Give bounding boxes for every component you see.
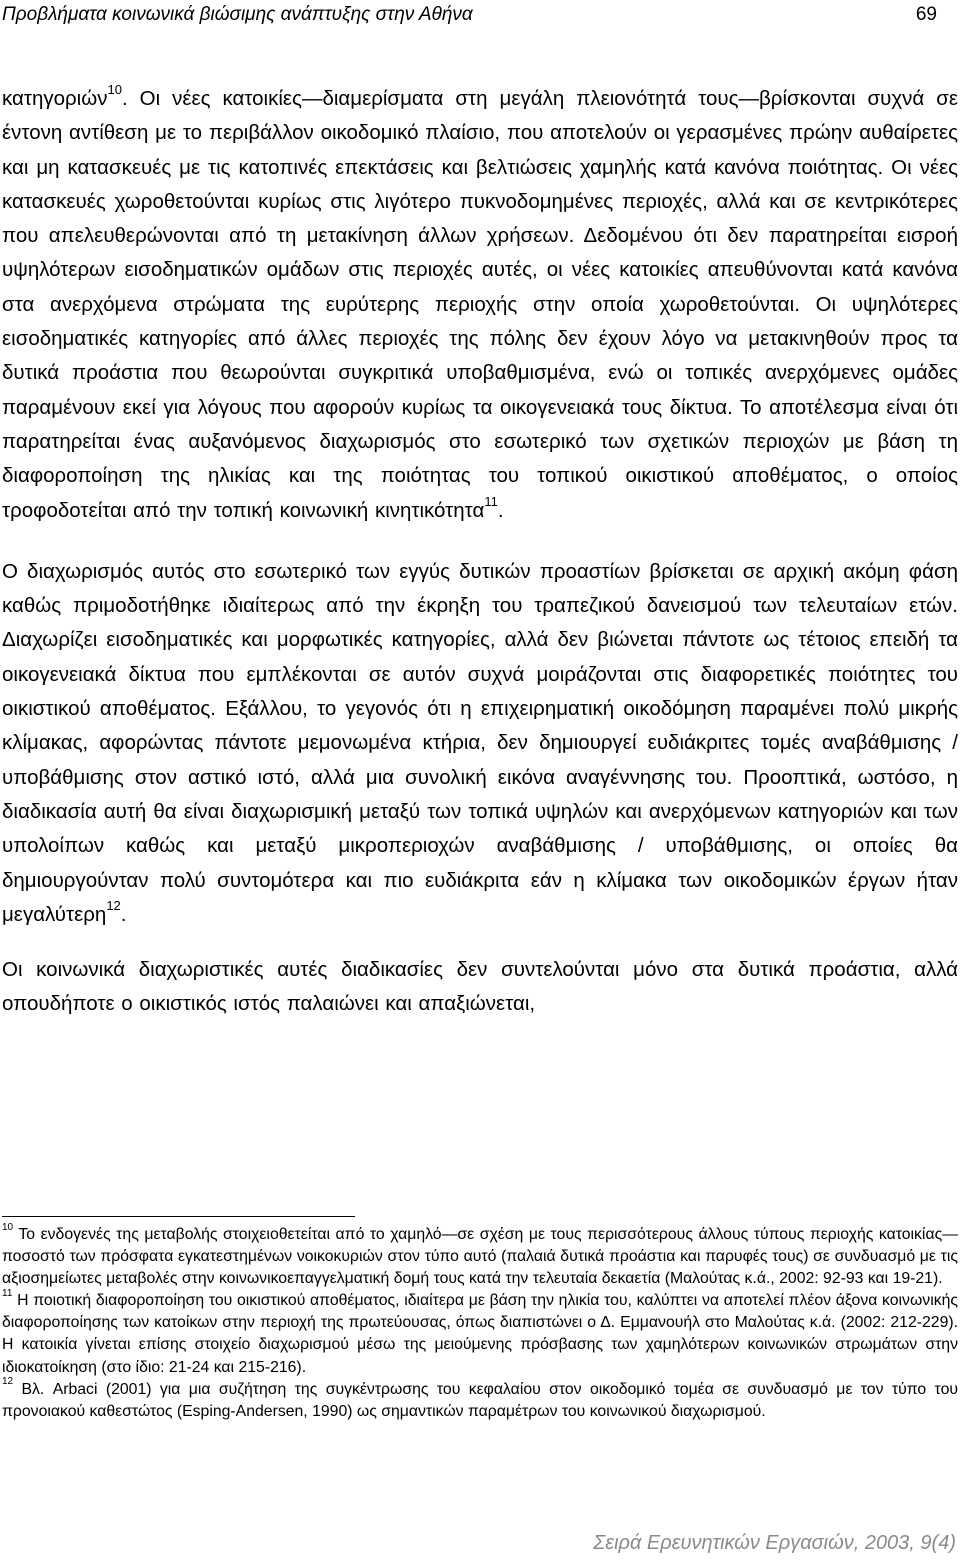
footnote-ref-11: 11 <box>484 493 498 509</box>
series-footer: Σειρά Ερευνητικών Εργασιών, 2003, 9(4) <box>593 1532 956 1554</box>
paragraph-1-start: κατηγοριών <box>2 87 108 110</box>
footnote-ref-12: 12 <box>106 898 121 913</box>
page-number: 69 <box>915 4 937 25</box>
footnote-text: Το ενδογενές της μεταβολής στοιχειοθετείται από το χαμηλό—σε σχέση με τους περισσότερους άλλους τύπους περιοχής κατοικίας—ποσοστό των πρόσφατα εγκατεστημένων νοικοκυριών στον τύπο αυτό (παλαιά δυτικά προάστια και παρυφές τους) σε συνδυασμό με τις αξιοσημείωτες μεταβολές στην κοινωνικοεπαγγελματική δομή τους κατά την τελευταία δεκαετία (Μαλούτας κ.ά., 2002: 92-93 και 19-21). <box>2 1226 958 1288</box>
paragraph-1 <box>2 82 958 528</box>
paragraph-2 <box>2 555 958 932</box>
paragraph-2-end: . <box>120 902 127 926</box>
paragraph-3: Οι κοινωνικά διαχωριστικές αυτές διαδικασίες δεν συντελούνται μόνο στα δυτικά προάστια, αλλά οπουδήποτε ο οικιστικός ιστός παλαιώνει και απαξιώνεται, <box>2 958 958 1016</box>
paragraph-2-text: Ο διαχωρισμός αυτός στο εσωτερικό των εγγύς δυτικών προαστίων βρίσκεται σε αρχική ακόμη φάση καθώς πριμοδοτήθηκε ιδιαίτερως από την έκρηξη του τραπεζικού δανεισμού των τελευταίων ετών. Διαχωρίζει εισοδηματικές και μορφωτικές κατηγορίες, αλλά δεν βιώνεται πάντοτε ως τέτοιος επειδή τα οικογενειακά δίκτυα που εμπλέκονται σε αυτόν συχνά μοιράζονται στις διαφορετικές ποιότητες του οικιστικού αποθέματος. Εξάλλου, το γεγονός ότι η επιχειρηματική οικοδόμηση παραμένει πολύ μικρής κλίμακας, αφορώντας πάντοτε μεμονωμένα κτήρια, δεν δημιουργεί ευδιάκριτες τομές αναβάθμισης / υποβάθμισης στον αστικό ιστό, αλλά μια συνολική εικόνα αναγέννησης του. Προοπτικά, ωστόσο, η διαδικασία αυτή θα είναι διαχωρισμική μεταξύ των τοπικά υψηλών και ανερχόμενων κατηγοριών και των υπολοίπων καθώς και μεταξύ μικροπεριοχών αναβάθμισης / υποβάθμισης, οι οποίες θα δημιουργούνταν πολύ συντομότερα και πιο ευδιάκριτα εάν η κλίμακα των οικοδομικών έργων ήταν μεγαλύτερη <box>2 559 958 926</box>
footnote-11 <box>2 1290 958 1378</box>
footnote-number: 10 <box>2 1221 14 1233</box>
footnote-text: Η ποιοτική διαφοροποίηση του οικιστικού αποθέματος, ιδιαίτερα με βάση την ηλικία του, καλύπτει να αποτελεί πλέον άξονα κοινωνικής διαφοροποίησης των κατοίκων στην περιοχή της πρωτεύουσας, όπως διαπιστώνει ο Δ. Εμμανουήλ στο Μαλούτας κ.ά. (2002: 212-229). Η κατοικία γίνεται επίσης στοιχείο διαχωρισμού μέσω της μειούμενης πρόσβασης των χαμηλότερων κοινωνικών στρωμάτων στην ιδιοκατοίκηση (στο ίδιο: 21-24 και 215-216). <box>2 1292 958 1376</box>
footnote-ref-10: 10 <box>107 82 122 98</box>
running-header <box>2 4 937 30</box>
main-text <box>2 82 958 1022</box>
footnote-divider <box>2 1216 355 1217</box>
paragraph-1-end: . <box>497 498 504 522</box>
footnote-number: 11 <box>2 1288 13 1300</box>
footnote-text: Βλ. Arbaci (2001) για μια συζήτηση της συγκέντρωσης του κεφαλαίου στον οικοδομικό τομέα σε συνδυασμό με τον τύπο του προνοιακού καθεστώτος (Esping-Andersen, 1990) ως σημαντικών παραμέτρων του κοινωνικού διαχωρισμού. <box>2 1380 958 1420</box>
footnotes <box>2 1221 958 1423</box>
footnote-number: 12 <box>2 1376 14 1388</box>
paragraph-1-text: . Οι νέες κατοικίες—διαμερίσματα στη μεγάλη πλειονότητά τους—βρίσκονται συχνά σε έντονη αντίθεση με το περιβάλλον οικοδομικό πλαίσιο, που αποτελούν οι γερασμένες πρώην αυθαίρετες και μη κατασκευές με τις κατοπινές επεκτάσεις και βελτιώσεις χαμηλής κατά κανόνα ποιότητας. Οι νέες κατασκευές χωροθετούνται κυρίως στις λιγότερο πυκνοδομημένες περιοχές, αλλά και σε κεντρικότερες που απελευθερώνονται από τη μετακίνηση άλλων χρήσεων. Δεδομένου ότι δεν παρατηρείται εισροή υψηλότερων εισοδηματικών ομάδων στις περιοχές αυτές, οι νέες κατοικίες απευθύνονται κατά κανόνα στα ανερχόμενα στρώματα της ευρύτερης περιοχής στην οποία χωροθετούνται. Οι υψηλότερες εισοδηματικές κατηγορίες από άλλες περιοχές της πόλης δεν έχουν λόγο να μετακινηθούν προς τα δυτικά προάστια που θεωρούνται συγκριτικά υποβαθμισμένα, ενώ οι τοπικές ανερχόμενες ομάδες παραμένουν εκεί για λόγους που αφορούν κυρίως τα οικογενειακά τους δίκτυα. Το αποτέλεσμα είναι ότι παρατηρείται ένας αυξανόμενος διαχωρισμός στο εσωτερικό των σχετικών περιοχών με βάση τη διαφοροποίηση της ηλικίας και της ποιότητας του τοπικού οικιστικού αποθέματος, ο οποίος τροφοδοτείται από την τοπική κοινωνική κινητικότητα <box>2 87 958 522</box>
footnote-12 <box>2 1376 958 1423</box>
header-title: Προβλήματα κοινωνικά βιώσιμης ανάπτυξης στην Αθήνα <box>2 4 473 25</box>
footnote-10 <box>2 1221 958 1290</box>
